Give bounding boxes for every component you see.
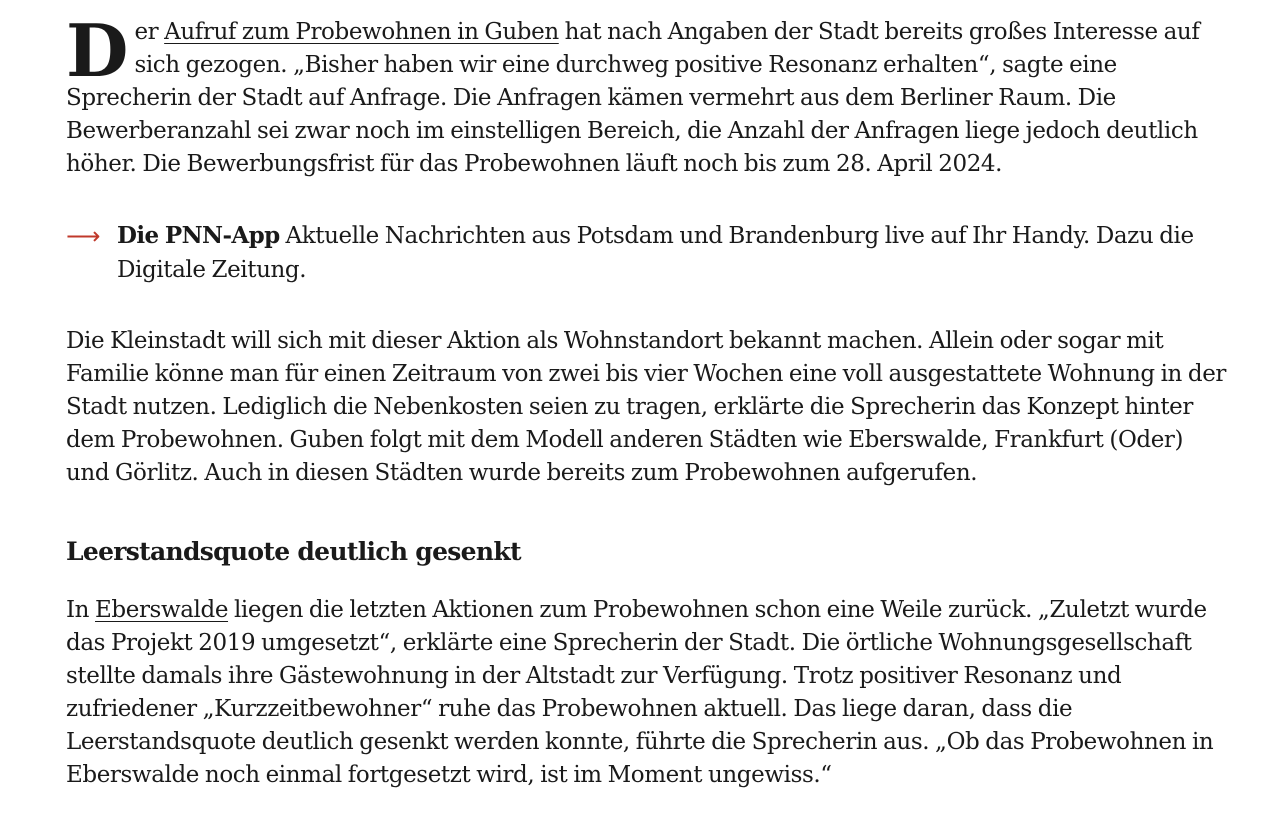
guben-probewohnen-link[interactable]: Aufruf zum Probewohnen in Guben <box>164 19 559 45</box>
intro-text-rest: hat nach Angaben der Stadt bereits großes Interesse auf sich gezogen. „Bisher haben wir eine durchweg positive Resonanz erhalten“, sagte eine Sprecherin der Stadt auf Anfrage. Die Anfragen kämen vermehrt aus dem Berliner Raum. Die Bewerberanzahl sei zwar noch im einstelligen Bereich, die Anzahl der Anfragen liege jedoch deutlich höher. Die Bewerbungsfrist für das Probewohnen läuft noch bis zum 28. April 2024. <box>66 19 1200 177</box>
drop-cap: D <box>66 8 129 93</box>
intro-paragraph <box>66 8 1226 181</box>
pnn-app-promo-link[interactable] <box>66 219 1226 287</box>
paragraph-kleinstadt: Die Kleinstadt will sich mit dieser Aktion als Wohnstandort bekannt machen. Allein oder sogar mit Familie könne man für einen Zeitraum von zwei bis vier Wochen eine voll ausgestattete Wohnung in der Stadt nutzen. Lediglich die Nebenkosten seien zu tragen, erklärte die Sprecherin das Konzept hinter dem Probewohnen. Guben folgt mit dem Modell anderen Städten wie Eberswalde, Frankfurt (Oder) und Görlitz. Auch in diesen Städten wurde bereits zum Probewohnen aufgerufen. <box>66 328 1227 486</box>
paragraph-eberswalde <box>66 594 1226 792</box>
intro-text-start: er <box>134 19 165 45</box>
promo-text: Aktuelle Nachrichten aus Potsdam und Brandenburg live auf Ihr Handy. Dazu die Digitale Zeitung. <box>117 223 1194 283</box>
paragraph-eberswalde-start: In <box>66 597 96 623</box>
promo-title: Die PNN-App <box>117 222 280 249</box>
paragraph-eberswalde-rest: liegen die letzten Aktionen zum Probewohnen schon eine Weile zurück. „Zuletzt wurde das Projekt 2019 umgesetzt“, erklärte eine Sprecherin der Stadt. Die örtliche Wohnungsgesellschaft stellte damals ihre Gästewohnung in der Altstadt zur Verfügung. Trotz positiver Resonanz und zufriedener „Kurzzeitbewohner“ ruhe das Probewohnen aktuell. Das liege daran, dass die Leerstandsquote deutlich gesenkt werden konnte, führte die Sprecherin aus. „Ob das Probewohnen in Eberswalde noch einmal fortgesetzt wird, ist im Moment ungewiss.“ <box>66 597 1214 788</box>
arrow-right-icon: ⟶ <box>66 222 101 250</box>
section-heading: Leerstandsquote deutlich gesenkt <box>66 537 521 566</box>
pnn-app-promo <box>66 219 1226 287</box>
eberswalde-link[interactable]: Eberswalde <box>95 597 229 623</box>
